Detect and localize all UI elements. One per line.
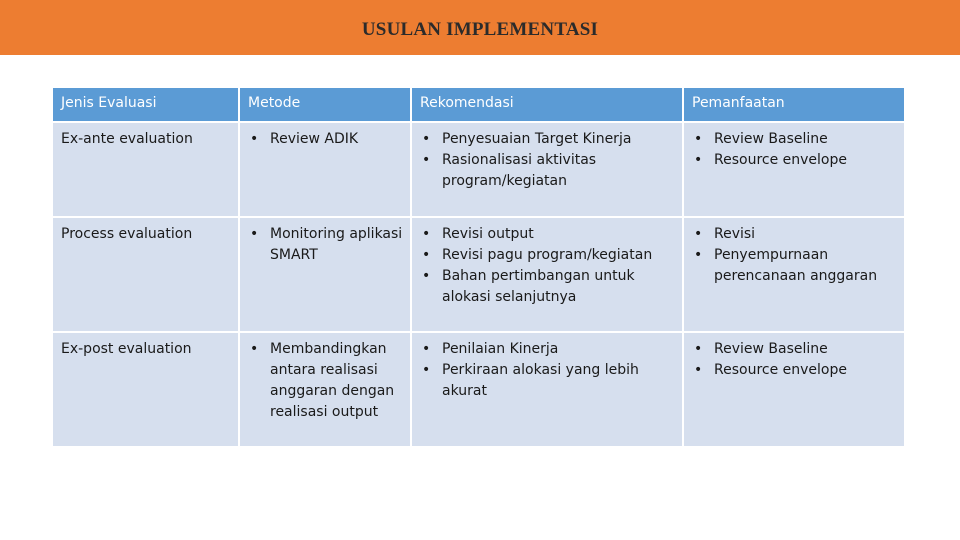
list-item: • Review Baseline [694,131,828,147]
cell-pemanfaatan [684,218,904,333]
list-item-text: Resource envelope [714,152,847,168]
table-row [53,123,904,218]
list-item-text: Revisi output [442,226,534,242]
list-item: • Revisi pagu program/kegiatan [422,247,653,263]
cell-metode [240,123,412,218]
list-item: • Rasionalisasi aktivitas program/kegiatan [422,152,597,189]
cell-jenis: Ex-ante evaluation [53,123,240,218]
cell-metode [240,333,412,448]
cell-rekomendasi [412,218,684,333]
list-item: • Review Baseline [694,341,828,357]
list-item-text: Review Baseline [714,131,828,147]
list-item: • Revisi output [422,226,534,242]
list-item: • Resource envelope [694,362,847,378]
list-item-text: Resource envelope [714,362,847,378]
column-header-jenis: Jenis Evaluasi [53,88,240,123]
column-header-rekomendasi: Rekomendasi [412,88,684,123]
list-item: • Revisi [694,226,756,242]
cell-jenis: Process evaluation [53,218,240,333]
list-item: • Penyempurnaan perencanaan anggaran [694,247,878,284]
cell-pemanfaatan [684,333,904,448]
list-item-text: Monitoring aplikasi SMART [270,226,403,263]
list-item: • Bahan pertimbangan untuk alokasi selanjutnya [422,268,635,305]
cell-rekomendasi [412,123,684,218]
list-item-text: Rasionalisasi aktivitas program/kegiatan [442,152,597,189]
list-item-text: Review Baseline [714,341,828,357]
evaluation-table [53,88,904,448]
cell-rekomendasi [412,333,684,448]
cell-metode [240,218,412,333]
list-item: • Penilaian Kinerja [422,341,559,357]
list-item-text: Bahan pertimbangan untuk alokasi selanjutnya [442,268,635,305]
list-item-text: Revisi pagu program/kegiatan [442,247,653,263]
list-item: • Penyesuaian Target Kinerja [422,131,632,147]
list-item-text: Penilaian Kinerja [442,341,559,357]
list-item: • Review ADIK [250,131,359,147]
column-header-metode: Metode [240,88,412,123]
table-header-row [53,88,904,123]
page-title: USULAN IMPLEMENTASI [361,18,599,40]
table-row [53,218,904,333]
list-item-text: Perkiraan alokasi yang lebih akurat [442,362,639,399]
list-item: • Membandingkan antara realisasi anggaran dengan realisasi output [250,341,395,420]
column-header-pemanfaatan: Pemanfaatan [684,88,904,123]
list-item-text: Review ADIK [270,131,359,147]
cell-pemanfaatan [684,123,904,218]
list-item-text: Revisi [714,226,756,242]
list-item: • Resource envelope [694,152,847,168]
list-item: • Perkiraan alokasi yang lebih akurat [422,362,639,399]
cell-jenis: Ex-post evaluation [53,333,240,448]
table-row [53,333,904,448]
list-item-text: Penyesuaian Target Kinerja [442,131,632,147]
list-item-text: Penyempurnaan perencanaan anggaran [714,247,878,284]
title-bar [0,0,960,55]
list-item: • Monitoring aplikasi SMART [250,226,403,263]
list-item-text: Membandingkan antara realisasi anggaran dengan realisasi output [270,341,395,420]
